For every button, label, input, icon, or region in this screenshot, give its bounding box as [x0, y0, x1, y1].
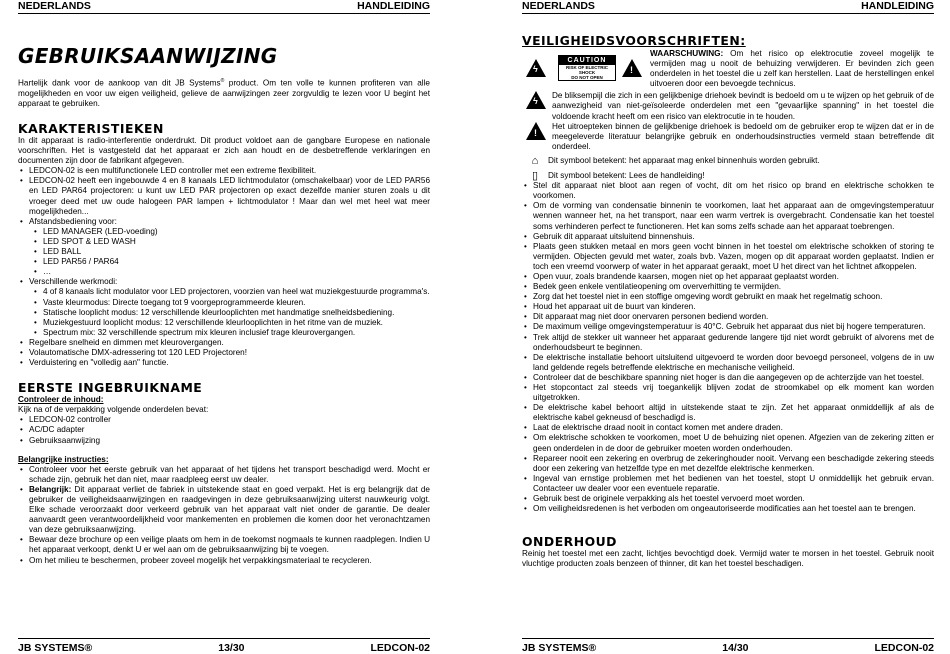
list-item: • Bewaar deze brochure op een veilige plaats om hem in de toekomst nogmaals te kunnen raadplegen. Indien U het apparaat verkoopt, denkt U er wel aan om de gebruiksaanwijzing bij te voegen. [29, 535, 430, 555]
safety-heading: VEILIGHEIDSVOORSCHRIFTEN: [522, 33, 746, 48]
list-item: • LEDCON-02 controller [29, 415, 430, 425]
exclamation-symbol-icon: ! [522, 122, 552, 140]
maintenance-text: Reinig het toestel met een zacht, lichtjes bevochtigd doek. Vermijd water te morsen in het toestel. Gebruik nooit vluchtige producten zoals benzeen of thinner, dit kan het toestel beschadigen. [522, 549, 934, 569]
exclamation-text: Het uitroepteken binnen de gelijkbenige driehoek is bedoeld om de gebruiker erop te wijzen dat er in de meegeleverde literatuur belangrijke gebruik en onderhoudsinstructies vermeld staan betreffende dit onderdeel. [552, 121, 934, 151]
list-item [29, 277, 430, 338]
list-item: • Statische looplicht modus: 12 verschillende kleurlooplichten met handmatige snelheidsbediening. [43, 308, 430, 318]
list-item: • Zorg dat het toestel niet in een stoffige omgeving wordt gebruikt en maak het regelmatig schoon. [533, 292, 934, 302]
header-language: NEDERLANDS [522, 0, 595, 12]
remote-label: Afstandsbediening voor: [29, 216, 117, 226]
intro-text-cont: product. Om ten volle te kunnen profiteren van alle mogelijkheden en voor uw eigen veiligheid, gelieve de aanwijzingen zeer zorgvuldig te lezen voor U begint het apparaat te gebruiken. [18, 78, 430, 108]
list-item: • Controleer dat de beschikbare spanning niet hoger is dan die aangegeven op de achterzijde van het toestel. [533, 373, 934, 383]
remote-list [29, 227, 430, 277]
list-item: • De elektrische installatie behoort uitsluitend uitgevoerd te worden door bevoegd personeel, volgens de in uw land geldende regels betreffende elektrische en mechanische veiligheid. [533, 353, 934, 373]
important-list [18, 465, 430, 566]
lightning-symbol-icon: ϟ [522, 91, 552, 109]
list-item: • Ingeval van ernstige problemen met het bedienen van het toestel, stopt U onmiddellijk het gebruik ervan. Contacteer uw dealer voor een eventuele reparatie. [533, 474, 934, 494]
list-item: • LEDCON-02 is een multifunctionele LED controller met een extreme flexibiliteit. [29, 166, 430, 176]
footer-brand: JB SYSTEMS® [522, 642, 597, 654]
contents-intro: Kijk na of de verpakking volgende onderdelen bevat: [18, 405, 209, 415]
list-item: • Dit apparaat mag niet door onervaren personen bediend worden. [533, 312, 934, 322]
indoor-text: Dit symbool betekent: het apparaat mag enkel binnenhuis worden gebruikt. [548, 155, 820, 165]
list-item: • Gebruiksaanwijzing [29, 436, 430, 446]
footer-brand: JB SYSTEMS® [18, 642, 93, 654]
important-heading: Belangrijke instructies: [18, 454, 109, 464]
header-language: NEDERLANDS [18, 0, 91, 12]
safety-rules-list [522, 181, 934, 514]
caution-signs: ϟ CAUTION RISK OF ELECTRIC SHOCK DO NOT OPEN ! [522, 49, 650, 79]
manual-icon: ▯ [531, 170, 539, 183]
list-item: • Controleer voor het eerste gebruik van het apparaat of het tijdens het transport beschadigd werd. Mocht er schade zijn, gebruik het dan niet, maar raadpleeg eerst uw dealer. [29, 465, 430, 485]
header-label: HANDLEIDING [861, 0, 934, 12]
indoor-symbol-row [522, 156, 934, 166]
maintenance-heading: ONDERHOUD [522, 534, 617, 550]
important-bold-label: Belangrijk: [29, 484, 72, 494]
list-item: • Open vuur, zoals brandende kaarsen, mogen niet op het apparaat geplaatst worden. [533, 272, 934, 282]
list-item: • AC/DC adapter [29, 425, 430, 435]
list-item [29, 217, 430, 278]
footer-model: LEDCON-02 [874, 642, 934, 654]
list-item: • Om het milieu te beschermen, probeer zoveel mogelijk het verpakkingsmateriaal te recycleren. [29, 556, 430, 566]
list-item: • LED PAR56 / PAR64 [43, 257, 430, 267]
list-item: • Plaats geen stukken metaal en mors geen vocht binnen in het toestel om elektrische schokken of storing te vermijden. Objecten gevuld met water, zoals bvb. Vazen, mogen op dit apparaat worden geplaatst. Indien er toch een vreemd voorwerp of water in het apparaat geraakt, moet U het direct van het lichtnet afkoppelen. [533, 242, 934, 272]
page-footer [522, 638, 934, 654]
contents-heading: Controleer de inhoud: [18, 395, 104, 405]
manual-title: GEBRUIKSAANWIJZING [18, 44, 278, 68]
list-item: • LEDCON-02 heeft een ingebouwde 4 en 8 kanaals LED lichtmodulator (omschakelbaar) voor de LED PAR56 en LED PAR64 projectoren: u kunt uw LED PAR projectoren op exact dezelfde manier sturen zoals u dit vroeger deed met uw oude halogeen PAR lampen + lichtmodulator ! Maar dan wel met heel wat meer mogelijkheden... [29, 176, 430, 216]
caution-line: RISK OF ELECTRIC SHOCK [565, 65, 608, 76]
list-item: • Gebruik best de originele verpakking als het toestel vervoerd moet worden. [533, 494, 934, 504]
list-item: • 4 of 8 kanaals licht modulator voor LED projectoren, voorzien van heel wat muziekgestuurde programma's. [43, 287, 430, 297]
lightning-text: De bliksempijl die zich in een gelijkbenige driehoek bevindt is bedoeld om u te wijzen op het gebruik of de aanwezigheid van niet-geïsoleerde onderdelen met een "gevaarlijke spanning" in het toestel die voldoende kracht heeft om een risico van elektrocutie in te houden. [552, 91, 934, 121]
page-footer [18, 638, 430, 654]
features-heading: KARAKTERISTIEKEN [18, 121, 164, 137]
list-item: • Stel dit apparaat niet bloot aan regen of vocht, dit om het risico op brand en elektrische schokken te voorkomen. [533, 181, 934, 201]
list-item: • LED BALL [43, 247, 430, 257]
warning-label: WAARSCHUWING: [650, 49, 724, 58]
page-13-body [18, 44, 430, 566]
page-header [522, 0, 934, 14]
registered-mark: ® [220, 78, 225, 84]
install-heading: EERSTE INGEBRUIKNAME [18, 380, 203, 396]
list-item: • Trek altijd de stekker uit wanneer het apparaat gedurende langere tijd niet wordt gebruikt of alvorens met de onderhoudsbeurt te beginnen. [533, 333, 934, 353]
footer-page-number: 13/30 [218, 642, 245, 654]
list-item: • Bedek geen enkele ventilatieopening om oververhitting te vermijden. [533, 282, 934, 292]
footer-page-number: 14/30 [722, 642, 749, 654]
warning-text: Om het risico op elektrocutie zoveel mogelijk te vermijden mag u nooit de behuizing verwijderen. Er bevinden zich geen onderdelen in het toestel die u zelf kan herstellen. Laat de herstellingen enkel uitvoeren door een bevoegde technicus. [650, 49, 934, 89]
house-icon: ⌂ [531, 154, 539, 167]
intro-paragraph [18, 76, 430, 109]
list-item: • Om elektrische schokken te voorkomen, moet U de behuizing niet openen. Afgezien van de zekering zitten er geen onderdelen in de door de gebruiker moeten worden onderhouden. [533, 433, 934, 453]
list-item: • LED SPOT & LED WASH [43, 237, 430, 247]
list-item: • De maximum veilige omgevingstemperatuur is 40°C. Gebruik het apparaat dus niet bij hogere temperaturen. [533, 322, 934, 332]
intro-text: Hartelijk dank voor de aankoop van dit JB Systems [18, 78, 221, 88]
features-intro: In dit apparaat is radio-interferentie onderdrukt. Dit product voldoet aan de gangbare Europese en nationale voorschriften. Het is vastgesteld dat het apparaat er zich aan houdt en de desbetreffende verklaringen en documenten zijn door de fabrikant afgegeven. [18, 136, 430, 166]
modes-list [29, 287, 430, 337]
list-item: • Volautomatische DMX-adressering tot 120 LED Projectoren! [29, 348, 430, 358]
list-item: • Vaste kleurmodus: Directe toegang tot 9 voorgeprogrammeerde kleuren. [43, 298, 430, 308]
header-label: HANDLEIDING [357, 0, 430, 12]
list-item: • Gebruik dit apparaat uitsluitend binnenshuis. [533, 232, 934, 242]
modes-label: Verschillende werkmodi: [29, 277, 118, 287]
footer-model: LEDCON-02 [370, 642, 430, 654]
list-item: • Repareer nooit een zekering en overbrug de zekeringhouder nooit. Vervang een beschadigde zekering steeds door een zekering van hetzelfde type en met dezelfde elektrische kenmerken. [533, 454, 934, 474]
list-item: • Om veiligheidsredenen is het verboden om ongeautoriseerde modificaties aan het toestel aan te brengen. [533, 504, 934, 514]
caution-title: CAUTION [559, 56, 615, 65]
list-item: • LED MANAGER (LED-voeding) [43, 227, 430, 237]
list-item: • Laat de elektrische draad nooit in contact komen met andere draden. [533, 423, 934, 433]
features-list [18, 166, 430, 368]
list-item: • Muziekgestuurd looplicht modus: 12 verschillende kleurlooplichten in het ritme van de muziek. [43, 318, 430, 328]
list-item: • Spectrum mix: 32 verschillende spectrum mix kleuren inclusief trage kleurovergangen. [43, 328, 430, 338]
contents-list [18, 415, 430, 445]
list-item: • Verduistering en "volledig aan" functie. [29, 358, 430, 368]
page-header [18, 0, 430, 14]
list-item: • Om de vorming van condensatie binnenin te voorkomen, laat het apparaat aan de omgevingstemperatuur wennen wanneer het, na het transport, naar een warm vertrek is overgebracht. Condensatie kan het toestel soms verhinderen perfect te functioneren. Het kan soms zelfs schade aan het apparaat toebrengen. [533, 201, 934, 231]
list-item [29, 485, 430, 535]
page-14 [522, 0, 934, 654]
page-14-body [522, 33, 934, 569]
warning-paragraph [650, 49, 934, 89]
important-text: Dit apparaat verliet de fabriek in uitstekende staat en goed verpakt. Het is erg belangrijk dat de gebruiker de veiligheidsaanwijzingen en raadgevingen in deze gebruiksaanwijzing uiterst nauwkeurig volgt. Elke schade veroorzaakt door verkeerd gebruik van het apparaat valt niet onder de garantie. De dealer aanvaardt geen verantwoordelijkheid voor mankementen en problemen die komen door het veronachtzamen van deze gebruiksaanwijzing. [29, 484, 430, 535]
list-item: • … [43, 267, 430, 277]
list-item: • De elektrische kabel behoort altijd in uitstekende staat te zijn. Zet het apparaat onmiddellijk af als de elektrische kabel gekneusd of beschadigd is. [533, 403, 934, 423]
list-item: • Het stopcontact zal steeds vrij toegankelijk blijven zodat de stroomkabel op elk moment kan worden uitgetrokken. [533, 383, 934, 403]
list-item: • Regelbare snelheid en dimmen met kleurovergangen. [29, 338, 430, 348]
page-13 [18, 0, 430, 654]
list-item: • Houd het apparaat uit de buurt van kinderen. [533, 302, 934, 312]
lightning-explanation [522, 91, 934, 121]
read-manual-row [522, 171, 934, 181]
caution-line: DO NOT OPEN [571, 75, 603, 81]
read-text: Dit symbool betekent: Lees de handleiding! [548, 171, 705, 181]
warning-block [522, 49, 934, 89]
caution-label [558, 55, 616, 81]
exclamation-explanation [522, 122, 934, 152]
